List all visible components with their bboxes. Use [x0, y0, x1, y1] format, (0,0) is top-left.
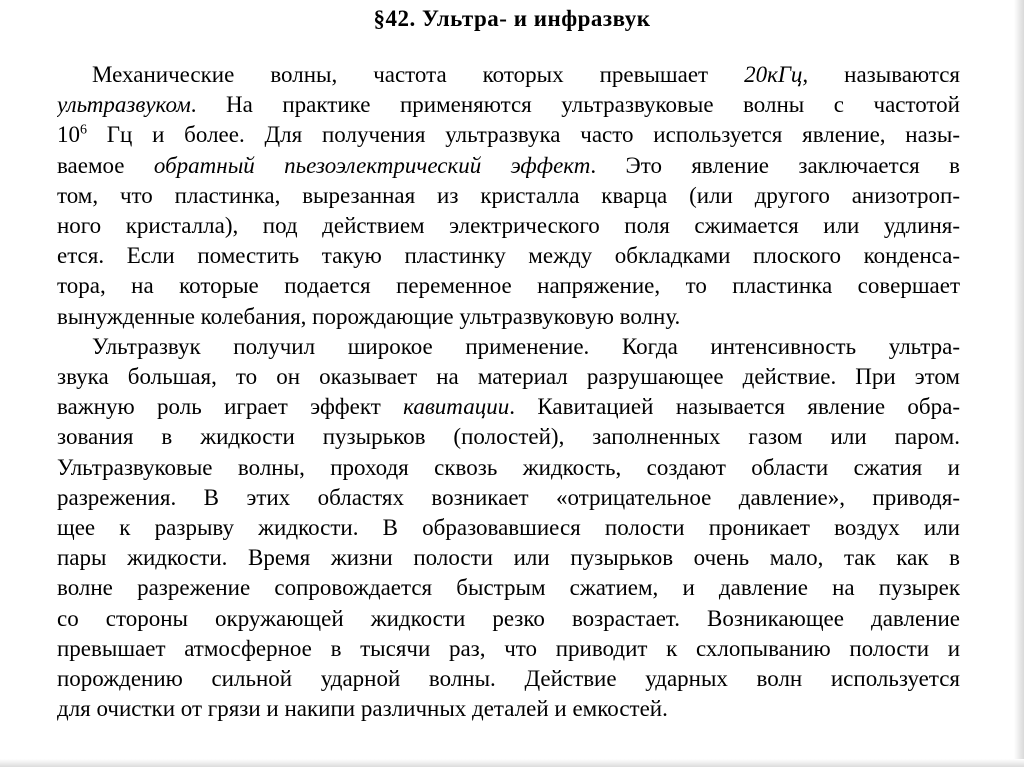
text-segment: порождению сильной ударной волны. Действие ударных волн используется: [57, 666, 960, 691]
text-segment: . Это явление заключается в: [590, 152, 960, 178]
text-segment: волне разрежение сопровождается быстрым сжатием, и давление на пузырек: [57, 575, 960, 601]
text-segment: Ультразвук получил широкое применение. Когда интенсивность ультра-: [92, 333, 960, 359]
text-segment: со стороны окружающей жидкости резко возрастает. Возникающее давление: [57, 605, 960, 631]
text-line: [57, 573, 960, 602]
text-line: [57, 211, 960, 240]
text-line: [57, 664, 960, 693]
text-segment: важную роль играет эффект: [57, 394, 404, 420]
text-line: [57, 181, 960, 210]
text-segment: Ультразвуковые волны, проходя сквозь жидкость, создают области сжатия и: [57, 454, 960, 480]
text-line: [57, 694, 960, 723]
text-segment: том, что пластинка, вырезанная из кристалла кварца (или другого анизотроп-: [57, 182, 960, 208]
text-segment: пары жидкости. Время жизни полости или пузырьков очень мало, так как в: [57, 545, 960, 571]
text-segment: ного кристалла), под действием электрического поля сжимается или удлиня-: [57, 213, 960, 238]
italic-term: ультразвуком: [57, 92, 191, 118]
text-segment: звука большая, то он оказывает на материал разрушающее действие. При этом: [57, 364, 960, 389]
text-segment: 10: [57, 122, 80, 148]
text-line: [57, 151, 960, 180]
text-line: [92, 60, 960, 89]
text-line: [57, 302, 960, 331]
text-line: [57, 543, 960, 572]
text-line: [57, 604, 960, 633]
text-line: [57, 422, 960, 451]
text-segment: превышает атмосферное в тысячи раз, что приводит к схлопыванию полости и: [57, 635, 960, 661]
text-segment: тора, на которые подается переменное напряжение, то пластинка совершает: [57, 273, 960, 299]
text-line: [57, 90, 960, 119]
text-line: [57, 241, 960, 270]
text-segment: щее к разрыву жидкости. В образовавшиеся полости проникает воздух или: [57, 515, 960, 540]
text-segment: для очистки от грязи и накипи различных деталей и емкостей.: [57, 696, 668, 722]
text-segment: называются: [808, 62, 960, 87]
text-segment: ваемое: [57, 152, 154, 178]
italic-term: обратный пьезоэлектрический эффект: [153, 152, 591, 178]
text-line: [57, 392, 960, 421]
text-segment: . На практике применяются ультразвуковые волны с частотой: [190, 92, 960, 118]
text-line: [57, 271, 960, 300]
text-segment: Механические волны, частота которых превышает: [92, 62, 745, 87]
text-line: [57, 634, 960, 663]
superscript: 6: [80, 122, 87, 138]
section-title: §42. Ультра- и инфразвук: [373, 6, 651, 31]
text-segment: Гц и более. Для получения ультразвука часто используется явление, назы-: [87, 122, 960, 148]
text-segment: . Кавитацией называется явление обра-: [509, 394, 960, 420]
text-line: [57, 483, 960, 512]
italic-term: кавитации: [403, 394, 510, 420]
italic-term: 20кГц,: [744, 62, 809, 87]
text-segment: разрежения. В этих областях возникает «отрицательное давление», приводя-: [57, 484, 960, 510]
text-segment: зования в жидкости пузырьков (полостей), заполненных газом или паром.: [57, 424, 960, 450]
text-line: [57, 120, 960, 149]
text-segment: ется. Если поместить такую пластинку между обкладками плоского конденса-: [57, 243, 960, 269]
page-edge-shadow-right: [1014, 0, 1024, 767]
text-line: [57, 362, 960, 391]
page-edge-shadow-bottom: [0, 759, 1024, 767]
text-line: [57, 453, 960, 482]
text-line: [92, 332, 960, 361]
text-segment: вынужденные колебания, порождающие ультразвуковую волну.: [57, 303, 681, 329]
text-line: [57, 513, 960, 542]
